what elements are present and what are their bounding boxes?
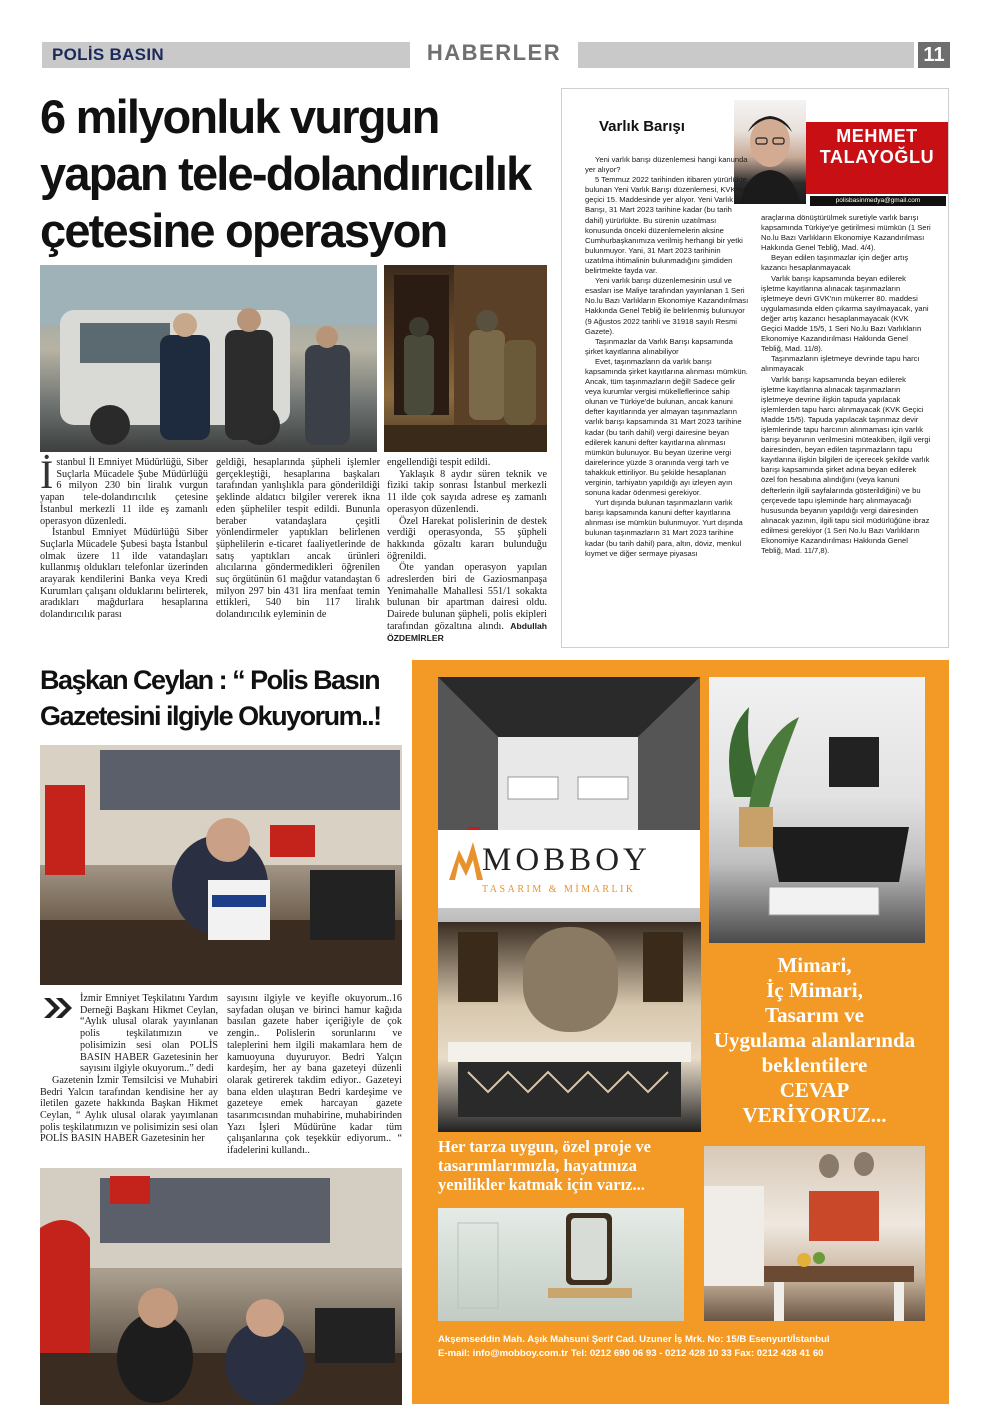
author-name-box — [806, 122, 948, 194]
kitchen-photo — [704, 1146, 925, 1321]
ad-message-line: İç Mimari, — [766, 978, 863, 1002]
article-headline: Başkan Ceylan : “ Polis Basın Gazetesini ilgiyle Okuyorum..! — [40, 665, 381, 731]
article2-column-2 — [227, 993, 402, 1157]
article-column-1 — [40, 452, 208, 621]
brand-name: MOBBOY — [482, 842, 651, 878]
ad-contact-info — [438, 1333, 938, 1361]
author-email: polisbasinmedya@gmail.com — [810, 196, 946, 206]
byline: Abdullah ÖZDEMİRLER — [387, 620, 547, 643]
office-group-photo — [40, 1168, 402, 1405]
drop-cap: İ — [40, 452, 54, 497]
page-number: 11 — [918, 42, 950, 68]
column-paragraph: 5 Temmuz 2022 tarihinden itibaren yürürlükte bulunan Yeni Varlık Barışı düzenlemesi, KVK'nın geçici 15. Maddesinde yer alıyor. Yeni Varlık Barışı, 31 Mart 2023 tarihine kadar (bu tarih dahil) yürürlükte. Bu sürenin uzatılması konusunda önceki düzenlemelerin aksine Cumhurbaşkanımıza verilmiş herhangi bir yetki bulunmuyor. Yani, 31 Mart 2023 tarihinin uzatılma ihtimalinin bulunmadığını şimdiden belirtmekte fayda var. — [585, 175, 748, 276]
section-title: HABERLER — [426, 40, 562, 65]
article-paragraph: Gazetenin İzmir Temsilcisi ve Muhabiri Bedri Yalcın tarafından kendisine her ay iletilen gazete hakkında Başkan Hikmet Ceylan, “ Aylık ulusal olarak yayımlanan polis teşkilatımızın ve polisimizin sesi olan POLİS BASIN HABER Gazetesinin her — [40, 1074, 218, 1145]
ad-message-line: VERİYORUZ... — [742, 1103, 887, 1127]
article-paragraph: Öte yandan operasyon yapılan adreslerden biri de Gaziosmanpaşa Yenimahalle Mahallesi 551/1 sokakta bulunan bir apartman dairesi oldu. Dairede bulunan şüpheli, polis ekipleri tarafından gözaltına alındı. — [387, 562, 547, 632]
article-column-2 — [216, 457, 380, 621]
author-first-name: MEHMET — [836, 126, 918, 146]
column-text-left — [585, 155, 750, 559]
column-paragraph: Taşınmazlar da Varlık Barışı kapsamında şirket kayıtlarına alınabiliyor — [585, 336, 733, 356]
brand-mountain-icon — [449, 840, 483, 885]
column-paragraph: Taşınmazların işletmeye devrinde tapu harcı alınmayacak — [761, 354, 920, 374]
column-title: Varlık Barışı — [599, 118, 685, 135]
column-paragraph: Yeni varlık barışı düzenlemesinin usul ve esasları ise Maliye tarafından yayınlanan 1 Seri No.lu Bazı Varlıkların Ekonomiye Kazandırılması Hakkında Genel Tebliğ ile belirlenmiş bulunuyor (9 Ağustos 2022 tarihli ve 31918 sayılı Resmi Gazete). — [585, 276, 749, 336]
special-forces-photo — [384, 265, 547, 452]
column-paragraph: araçlarına dönüştürülmek suretiyle varlık barışı kapsamında Türkiye'ye getirilmesi mümkün (1 Seri No.lu Bazı Varlıkların Ekonomiye Kazandırılması Hakkında Genel Tebliğ, Mad. 4/4). — [761, 213, 931, 253]
ad-message-line: CEVAP — [779, 1078, 850, 1102]
article-paragraph: engellendiği tespit edildi. — [387, 457, 491, 468]
newspaper-brand: POLİS BASIN — [52, 45, 164, 64]
ad-message-line: beklentilere — [761, 1053, 868, 1077]
article-column-3 — [387, 457, 547, 644]
ad-message-line: Mimari, — [777, 953, 852, 977]
author-last-name: TALAYOĞLU — [819, 147, 935, 167]
brand-tagline: TASARIM & MİMARLIK — [482, 884, 636, 895]
article-paragraph: İstanbul Emniyet Müdürlüğü Siber Suçlarla Mücadele Şubesi başta İstanbul olmak üzere 11 ilde vatandaşları kullanmış oldukları telefonlar üzerinden arayarak kendilerini Banka veya Kredi Kurumları çalışanı olduklarını belirterek, aradıkları mağdurlara hesaplarına dolandırıcılık parası — [40, 527, 208, 621]
article-paragraph: stanbul İl Emniyet Müdürlüğü, Siber Suçlarla Mücadele Şube Müdürlüğü 6 milyon 230 bin liralık vurgun yapan tele-dolandırıcılık çetesine İstanbul merkezli 11 ilde eş zamanlı operasyon düzenledi. — [40, 457, 208, 527]
column-paragraph: Yeni varlık barışı düzenlemesi hangi kanunda yer alıyor? — [585, 155, 748, 175]
article-paragraph: Özel Harekat polislerinin de destek verdiği operasyonda, 55 şüpheli hakkında gözaltı kararı bulunduğu öğrenildi. — [387, 515, 547, 562]
ad-slogan: Her tarza uygun, özel proje ve tasarımlarımızla, hayatınıza yenilikler katmak için varız... — [438, 1137, 651, 1194]
hallway-photo — [438, 1208, 684, 1321]
column-paragraph: Evet, taşınmazların da varlık barışı kapsamında şirket kayıtlarına alınması mümkün. Ancak, tüm taşınmazların değil! Sadece gelir veya kurumlar vergisi mükelleflerince sahip olunan ve Türkiye'de bulunan, ancak kanuni defter kayıtlarında yer almayan taşınmazların varlık barışı kapsamında 31 Mart 2023 tarihine kadar (bu tarih dahil) vergi dairesine beyan edilerek kanuni defter kayıtlarına alınması mümkün bulunuyor. Bu beyan üzerine vergi dairelerince yüzde 3 oranında vergi tarh ve tahakkuk ettiriliyor. Bu şekilde hesaplanan verginin, tarhiyatın yapıldığı ayı izleyen ayın sonuna kadar ödenmesi gerekiyor. — [585, 356, 748, 498]
article-paragraph: Yaklaşık 8 aydır süren teknik ve fiziki takip sonrası İstanbul merkezli 11 ilde çok sayıda adrese eş zamanlı operasyon düzenlendi. — [387, 468, 547, 515]
article-paragraph: geldiği, hesaplarında şüpheli işlemler gerçekleştiği, hesaplarına başkaları tarafından yanlışlıkla para gönderildiği şeklinde aldatıcı bilgiler vererek ikna eden şüpheliler tespit edildi. Bununla beraber vatandaşlara çeşitli yönlendirmeler yaptıkları belirlenen şüphelilerin e-ticaret faaliyetlerinde de satış yaptıkları ancak ürünleri alıcılarına göndermedikleri öğrenilen suç örgütünün 61 mağdur vatandaştan 6 milyon 297 bin 431 lira menfaat temin ettikleri, 540 bin 117 liralık dolandırıcılık eyleminin de — [216, 457, 380, 621]
bathroom-photo — [709, 677, 925, 943]
article-paragraph: sayısını ilgiyle ve keyifle okuyorum..16 sayfadan oluşan ve birinci hamur kağıda basılan gazete haber içeriğiyle de çok zengin.. Polislerin sorunlarını ve taleplerini hem ilgili makamlara hem de kamuoyuna duyuruyor. Bedri Yalçın kardeşim, her ay bana gazeteyi düzenli olarak getirerek takdim ediyor.. Gazeteyi bana elden ulaştıran Bedri kardeşime ve gazeteye emek harcayan gazete tasarımcısından muhabirine, muhabirinden Yazı İşleri Müdürüne kadar tüm çalışanlarına çok teşekkür ediyorum.. “ ifadelerini kullandı.. — [227, 993, 402, 1157]
ad-message-line: Tasarım ve — [765, 1003, 864, 1027]
column-paragraph: Beyan edilen taşınmazlar için değer artış kazancı hesaplanmayacak — [761, 253, 909, 273]
police-operation-photo — [40, 265, 377, 452]
article-headline: 6 milyonluk vurgun yapan tele-dolandırıcılık çetesine operasyon — [40, 90, 531, 257]
article-paragraph: İzmir Emniyet Teşkilatını Yardım Derneği Başkanı Hikmet Ceylan, “Aylık ulusal olarak yayınlanan polis teşkilatımızın ve polisimizin sesi olan POLİS BASIN HABER Gazetesinin her sayısını ilgiyle okuyorum..” dedi — [80, 993, 218, 1075]
office-reading-photo — [40, 745, 402, 985]
vanity-photo — [438, 922, 701, 1132]
ad-message-line: Uygulama alanlarında — [713, 1028, 916, 1052]
ad-address: Akşemseddin Mah. Aşık Mahsuni Şerif Cad. Uzuner İş Mrk. No: 15/B Esenyurt/İstanbul — [438, 1334, 830, 1345]
column-text-right — [761, 213, 931, 556]
ad-main-message — [704, 953, 925, 1128]
column-paragraph: Varlık barışı kapsamında beyan edilerek işletme kayıtlarına alınacak taşınmazların işletmeye devri GVK'nın mükerrer 80. maddesi uygulamasında elden çıkarma sayılmayacak, yani değer artış kazancı hesaplanmayacak (KVK Geçici Madde 15/5, 1 Seri No.lu Bazı Varlıkların Ekonomiye Kazandırılması Hakkında Genel Tebliğ, Mad. 11/8). — [761, 273, 929, 354]
column-paragraph: Varlık barışı kapsamında beyan edilerek işletme kayıtlarına alınacak taşınmazların işletmeye devrine ilişkin tapuda yapılacak işlemlerden tapu harcı alınmayacak (KVK Geçici Madde 15/5). Tapuda yapılacak taşınmaz devir işlemlerinde tapu harcının alınmaması için varlık barışı beyanının verilmesini müteakiben, ilgili vergi dairesinden, beyan edilen taşınmazların tapu kayıtlarına ilişkin bilgileri de içerecek şekilde varlık barışı kapsamında şirket adına beyan edilerek özel fon hesabına alındığını (veya kanuni defterlerin ilgili sayfalarında gösterildiğini) ve bu çerçevede tapu işleminde harç alınmayacağı hususunda beyanın yapıldığı vergi dairesinden alınacak yazının, ilgili tapu sicil müdürlüğüne ibraz edilmesi gerekiyor (1 Seri No.lu Bazı Varlıkların Ekonomiye Kazandırılması Hakkında Genel Tebliğ, Mad. 11/7,8). — [761, 374, 931, 556]
ad-contact: E-mail: info@mobboy.com.tr Tel: 0212 690 06 93 - 0212 428 10 33 Fax: 0212 428 41 60 — [438, 1348, 824, 1359]
header-bar-right — [578, 42, 914, 68]
article2-column-1 — [40, 993, 218, 1145]
column-paragraph: Yurt dışında bulunan taşınmazların varlık barışı kapsamında kanuni defter kayıtlarına alınması ise mümkün bulunmuyor. Yurt dışında bulunan taşınmazların 31 Mart 2023 tarihine kadar (bu tarih dahil) para, altın, döviz, menkul kıymet ve diğer sermaye piyasası — [585, 498, 743, 558]
